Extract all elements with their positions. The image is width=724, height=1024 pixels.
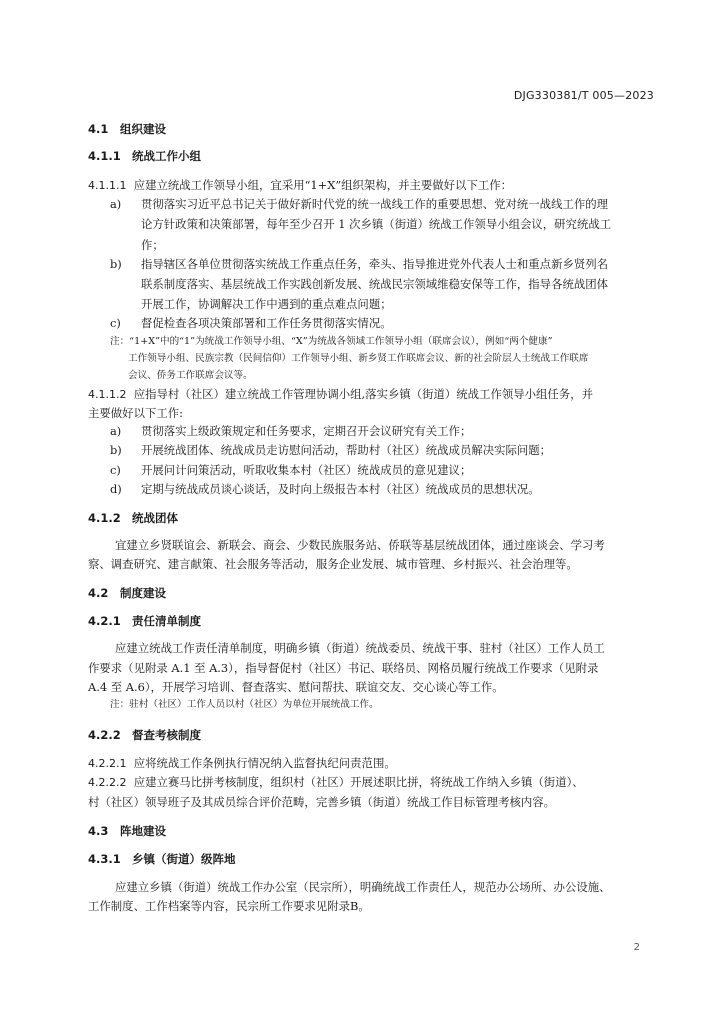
section-number: 4.1 xyxy=(88,122,109,136)
section-heading-4-1-1 xyxy=(88,148,201,164)
clause-4-2-2-2-line-2: 村（社区）领导班子及其成员综合评价范畴，完善乡镇（街道）统战工作目标管理考核内容。 xyxy=(88,795,556,809)
document-code: DJG330381/T 005—2023 xyxy=(513,89,654,102)
note-line-1: 注：“1+X”中的“1”为统战工作领导小组、“X”为统战各领域工作领导小组（联席会议），例如“两个健康” xyxy=(110,336,553,347)
section-heading-4-2-2 xyxy=(88,727,201,743)
list-item-a-line-3: 作； xyxy=(141,238,164,252)
clause-number: 4.1.1.1 xyxy=(88,179,127,192)
section-heading-4-1 xyxy=(88,121,166,137)
list-item-b-line-1: 指导辖区各单位贯彻落实统战工作重点任务，牵头、指导推进党外代表人士和重点新乡贤列名 xyxy=(141,257,609,271)
section-title: 制度建设 xyxy=(120,586,166,600)
page-number: 2 xyxy=(633,942,640,953)
clause-4-1-1-1 xyxy=(88,178,512,193)
list-item-b-line-2: 联系制度落实、基层统战工作实践创新发展、统战民宗领域维稳安保等工作，指导各统战团体 xyxy=(141,277,609,291)
paragraph-line-1: 宜建立乡贤联谊会、新联会、商会、少数民族服务站、侨联等基层统战团体，通过座谈会、学习考 xyxy=(115,538,605,552)
section-number: 4.2.2 xyxy=(88,728,121,742)
paragraph-line-1: 应建立乡镇（街道）统战工作办公室（民宗所），明确统战工作责任人，规范办公场所、办公设施、 xyxy=(115,880,611,894)
list-item-a-line-2: 论方针政策和决策部署，每年至少召开 1 次乡镇（街道）统战工作领导小组会议，研究统战工 xyxy=(141,217,612,231)
section-heading-4-3-1 xyxy=(88,851,236,867)
section-heading-4-3 xyxy=(88,823,166,839)
section-number: 4.2 xyxy=(88,586,109,600)
list-marker-b: b) xyxy=(110,443,122,457)
list-marker-c: c) xyxy=(110,463,121,477)
clause-text: 应建立统战工作领导小组，宜采用“1+X”组织架构，并主要做好以下工作： xyxy=(133,178,513,192)
section-heading-4-1-2 xyxy=(88,510,178,526)
clause-4-1-1-2-line-2: 主要做好以下工作: xyxy=(88,406,183,420)
list-marker-a: a) xyxy=(110,197,122,211)
section-title: 统战工作小组 xyxy=(132,149,201,163)
list-marker-c: c) xyxy=(110,316,121,330)
list-item-c-line-1: 督促检查各项决策部署和工作任务贯彻落实情况。 xyxy=(141,316,392,330)
note: 注：驻村（社区）工作人员以村（社区）为单位开展统战工作。 xyxy=(110,699,379,710)
list-item-b: 开展统战团体、统战成员走访慰问活动，帮助村（社区）统战成员解决实际问题； xyxy=(141,443,552,457)
section-title: 统战团体 xyxy=(132,511,178,525)
paragraph-line-2: 察、调查研究、建言献策、社会服务等活动，服务企业发展、城市管理、乡村振兴、社会治理等。 xyxy=(88,557,578,571)
clause-4-2-2-2-line-1 xyxy=(88,775,584,790)
section-number: 4.1.1 xyxy=(88,149,121,163)
clause-text: 应建立赛马比拼考核制度，组织村（社区）开展述职比拼，将统战工作纳入乡镇（街道）、 xyxy=(133,775,584,789)
note-line-2: 工作领导小组、民族宗教（民间信仰）工作领导小组、新乡贤工作联席会议、新的社会阶层人士统战工作联席 xyxy=(128,353,589,364)
section-title: 责任清单制度 xyxy=(132,614,201,628)
section-heading-4-2 xyxy=(88,585,166,601)
section-title: 阵地建设 xyxy=(120,824,166,838)
clause-number: 4.2.2.2 xyxy=(88,776,127,789)
paragraph-line-2: 作要求（见附录 A.1 至 A.3），指导督促村（社区）书记、联络员、网格员履行统战工作要求（见附录 xyxy=(88,661,599,675)
list-item-a-line-1: 贯彻落实习近平总书记关于做好新时代党的统一战线工作的重要思想、党对统一战线工作的理 xyxy=(141,197,609,211)
list-item-c: 开展问计问策活动，听取收集本村（社区）统战成员的意见建议； xyxy=(141,463,472,477)
paragraph-line-3: A.4 至 A.6），开展学习培训、督查落实、慰问帮扶、联谊交友、交心谈心等工作。 xyxy=(88,680,504,694)
clause-4-1-1-2-line-1 xyxy=(88,387,593,402)
section-title: 督查考核制度 xyxy=(132,728,201,742)
section-title: 组织建设 xyxy=(120,122,166,136)
clause-text: 应指导村（社区）建立统战工作管理协调小组,落实乡镇（街道）统战工作领导小组任务，并 xyxy=(133,387,593,401)
section-number: 4.2.1 xyxy=(88,614,121,628)
list-marker-d: d) xyxy=(110,482,122,496)
paragraph-line-1: 应建立统战工作责任清单制度，明确乡镇（街道）统战委员、统战干事、驻村（社区）工作人员工 xyxy=(115,641,605,655)
list-item-b-line-3: 开展工作，协调解决工作中遇到的重点难点问题； xyxy=(141,297,392,311)
list-item-d: 定期与统战成员谈心谈话，及时向上级报告本村（社区）统战成员的思想状况。 xyxy=(141,482,540,496)
clause-text: 应将统战工作条例执行情况纳入监督执纪问责范围。 xyxy=(133,756,396,770)
clause-number: 4.2.2.1 xyxy=(88,757,127,770)
section-number: 4.3.1 xyxy=(88,852,121,866)
list-item-a: 贯彻落实上级政策规定和任务要求，定期召开会议研究有关工作； xyxy=(141,424,472,438)
list-marker-a: a) xyxy=(110,424,122,438)
clause-4-2-2-1 xyxy=(88,756,396,771)
section-title: 乡镇（街道）级阵地 xyxy=(132,852,236,866)
note-line-3: 会议、侨务工作联席会议等。 xyxy=(128,370,253,381)
clause-number: 4.1.1.2 xyxy=(88,388,127,401)
section-number: 4.1.2 xyxy=(88,511,121,525)
list-marker-b: b) xyxy=(110,257,122,271)
paragraph-line-2: 工作制度、工作档案等内容，民宗所工作要求见附录B。 xyxy=(88,899,370,913)
section-number: 4.3 xyxy=(88,824,109,838)
section-heading-4-2-1 xyxy=(88,613,201,629)
